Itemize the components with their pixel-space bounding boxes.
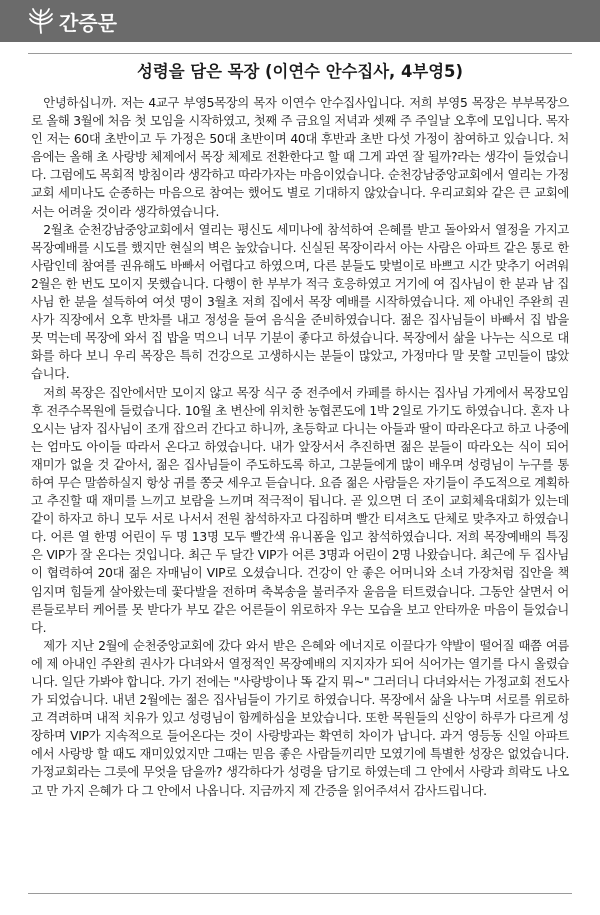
section-title: 간증문	[59, 10, 117, 35]
paragraph-2: 2월초 순천강남중앙교회에서 열리는 평신도 세미나에 참석하여 은혜를 받고 돌아와서 열정을 가지고 목장예배를 시도를 했지만 현실의 벽은 높았습니다. 신실된 목장이라서 아는 사람은 아파트 같은 통로 한 사람인데 참여를 권유해도 바빠서 어렵다고 하였으며, 다른 분들도 맞벌이로 바쁘고 시간 맞추기 어려워 2월은 한 번도 모이지 못했습니다. 다행이 한 부부가 적극 호응하였고 거기에 여 집사님이 한 분과 남 집사님 한 분을 설득하여 여섯 명이 3월초 저희 집에서 목장 예배를 시작하였습니다. 제 아내인 주완희 권사가 직장에서 오후 반차를 내고 정성을 들여 음식을 준비하였습니다. 젊은 집사님들이 바빠서 집 밥을 못 먹는데 목장에 와서 집 밥을 먹으니 너무 기분이 좋다고 하셨습니다. 목장에서 삶을 나누는 식으로 대화를 하다 보니 우리 목장은 특히 건강으로 고생하시는 분들이 많았고, 가정마다 말 못할 고민들이 많았습니다.	[31, 222, 569, 382]
divider-bottom	[28, 893, 572, 894]
section-header	[0, 0, 600, 42]
leaf-sprig-icon	[28, 7, 54, 35]
paragraph-3: 저희 목장은 집안에서만 모이지 않고 목장 식구 중 전주에서 카페를 하시는 집사님 가게에서 목장모임 후 전주수목원에 들렀습니다. 10월 초 변산에 위치한 농협콘도에 1박 2일로 가기도 하였습니다. 혼자 나오시는 남자 집사님이 조개 잡으러 간다고 하니까, 초등학교 다니는 아들과 딸이 따라온다고 하고 나중에는 엄마도 아이들 따라서 온다고 하였습니다. 내가 앞장서서 추진하면 젊은 분들이 따라오는 식이 되어 재미가 없을 것 같아서, 젊은 집사님들이 주도하도록 하고, 그분들에게 많이 배우며 성령님이 누구를 통하여 무슨 말씀하실지 항상 귀를 쫑긋 세우고 듣습니다. 요즘 젊은 사람들은 자기들이 주도적으로 계획하고 추진할 때 재미를 느끼고 보람을 느끼며 적극적이 됩니다. 곧 있으면 더 조이 교회체육대회가 있는데 같이 하자고 하니 모두 서로 나서서 전원 참석하자고 다짐하며 빨간 티셔츠도 단체로 맞추자고 하였습니다. 어른 열 한명 어린이 두 명 13명 모두 빨간색 유니폼을 입고 참석하였습니다. 저희 목장예배의 특징은 VIP가 잘 온다는 것입니다. 최근 두 달간 VIP가 어른 3명과 어린이 2명 나왔습니다. 최근에 두 집사님이 협력하여 20대 젊은 자매님이 VIP로 오셨습니다. 건강이 안 좋은 어머니와 소녀 가장처럼 집안을 책임지며 힘들게 살아왔는데 꽃다발을 전하며 축복송을 불러주자 울음을 터트렸습니다. 그동안 살면서 어른들로부터 케어를 못 받다가 부모 같은 어른들이 위로하자 우는 모습을 보고 안타까운 마음이 들었습니다.	[31, 385, 569, 635]
paragraph-4: 제가 지난 2월에 순천중앙교회에 갔다 와서 받은 은혜와 에너지로 이끌다가 약발이 떨어질 때쯤 여름에 제 아내인 주완희 권사가 다녀와서 열정적인 목장예배의 지지자가 되어 식어가는 열기를 다시 올렸습니다. 일단 가봐야 합니다. 가기 전에는 "사랑방이나 똑 같지 뭐~" 그러더니 다녀와서는 가정교회 전도사가 되었습니다. 내년 2월에는 젊은 집사님들이 가기로 하였습니다. 목장에서 삶을 나누며 서로를 위로하고 격려하며 내적 치유가 있고 성령님이 함께하심을 보았습니다. 또한 목원들의 신앙이 하루가 다르게 성장하며 VIP가 지속적으로 들어온다는 것이 사랑방과는 확연히 차이가 납니다. 과거 영등동 신일 아파트에서 사랑방 할 때도 재미있었지만 그때는 믿음 좋은 사람들끼리만 모였기에 특별한 성장은 없었습니다. 가정교회라는 그릇에 무엇을 담을까? 생각하다가 성령을 담기로 하였는데 그 안에서 사랑과 희락도 나오고 만 가지 은혜가 다 그 안에서 나옵니다. 지금까지 제 간증을 읽어주셔서 감사드립니다.	[31, 638, 570, 798]
article-body	[31, 94, 569, 800]
paragraph-1: 안녕하십니까. 저는 4교구 부영5목장의 목자 이연수 안수집사입니다. 저희 부영5 목장은 부부목장으로 올해 3월에 처음 첫 모임을 시작하였고, 첫째 주 금요일 저녁과 셋째 주 주일날 오후에 모입니다. 목자인 저는 60대 초반이고 두 가정은 50대 초반이며 40대 후반과 초반 다섯 가정이 참여하고 있습니다. 처음에는 올해 초 사랑방 체제에서 목장 체제로 전환한다고 할 때 그게 과연 잘 될까?라는 생각이 들었습니다. 그럼에도 목회적 방침이라 생각하고 따라가자는 마음이었습니다. 순천강남중앙교회에서 열리는 가정교회 세미나도 순종하는 마음으로 참여는 했어도 별로 기대하지 않았습니다. 우리교회와 같은 큰 교회에서는 어려울 것이라 생각하였습니다.	[31, 96, 569, 219]
divider-top	[28, 53, 572, 54]
article-title: 성령을 담은 목장 (이연수 안수집사, 4부영5)	[137, 62, 463, 81]
